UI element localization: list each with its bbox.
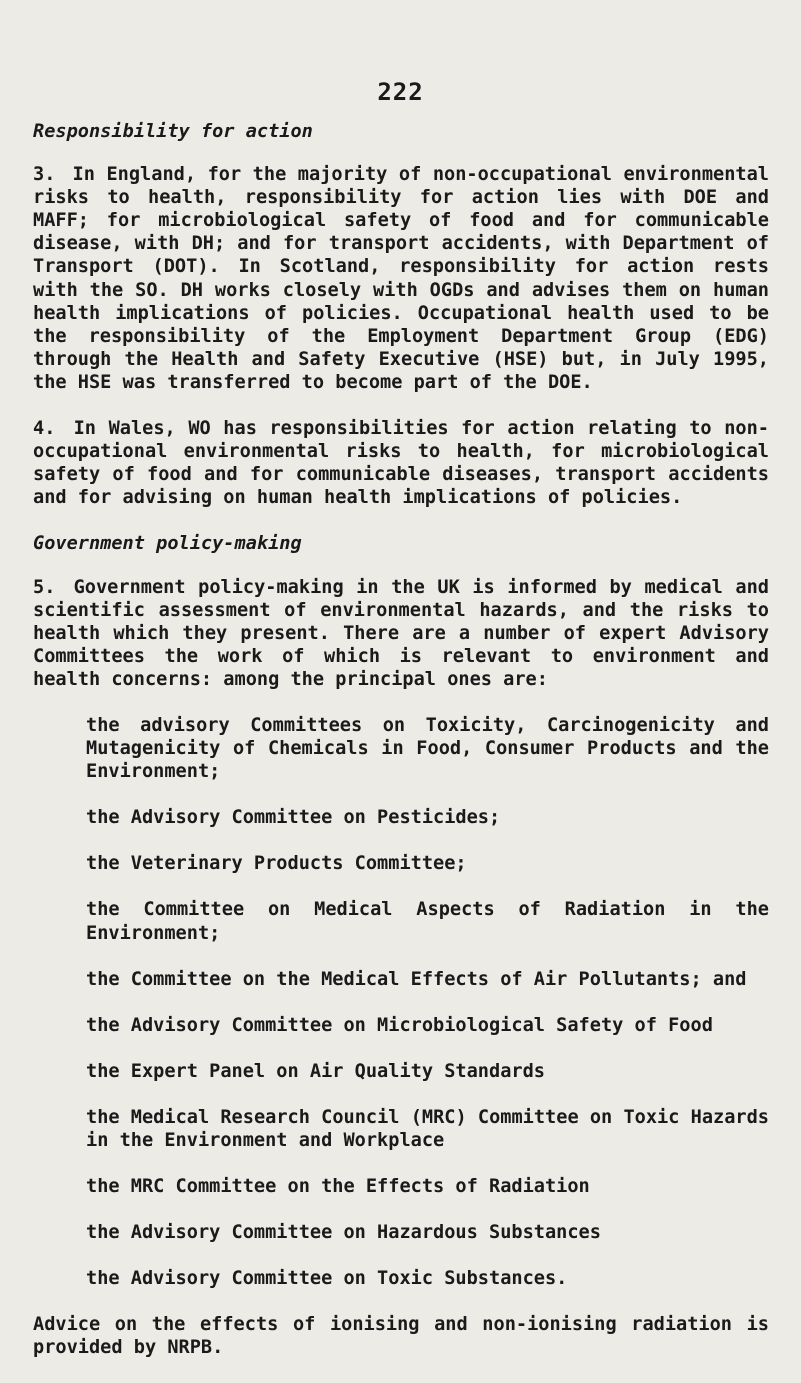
section-heading-responsibility: Responsibility for action bbox=[33, 121, 313, 142]
list-item: the Advisory Committee on Pesticides; bbox=[86, 807, 501, 829]
list-item: the advisory Committees on Toxicity, Carcinogenicity and Mutagenicity of Chemicals in Food, Consumer Products and the Environment; bbox=[86, 714, 769, 783]
list-item: the Committee on Medical Aspects of Radiation in the Environment; bbox=[86, 899, 769, 944]
page-content bbox=[33, 120, 769, 1383]
list-item: the Expert Panel on Air Quality Standards bbox=[86, 1060, 545, 1082]
list-item: the Committee on the Medical Effects of Air Pollutants; and bbox=[86, 968, 747, 990]
paragraph-number: 3. bbox=[33, 164, 56, 186]
paragraph-4 bbox=[33, 417, 769, 509]
paragraph-number: 4. bbox=[33, 418, 56, 440]
paragraph-number: 5. bbox=[33, 576, 56, 598]
section-heading-government: Government policy-making bbox=[33, 533, 302, 555]
paragraph-text: In Wales, WO has responsibilities for action relating to non-occupational environmental risks to health, for microbiological safety of food and for communicable diseases, transport accidents and for advising on human health implications of policies. bbox=[33, 418, 769, 509]
paragraph-5 bbox=[33, 576, 769, 691]
paragraph-3 bbox=[33, 163, 769, 394]
list-item: the Advisory Committee on Hazardous Substances bbox=[86, 1222, 601, 1244]
list-item: the Advisory Committee on Toxic Substances. bbox=[86, 1268, 568, 1290]
committee-list bbox=[86, 714, 769, 1290]
list-item: the Veterinary Products Committee; bbox=[86, 853, 467, 875]
list-item: the Advisory Committee on Microbiological Safety of Food bbox=[86, 1014, 713, 1036]
page-number: 222 bbox=[377, 78, 424, 106]
paragraph-text: In England, for the majority of non-occupational environmental risks to health, responsibility for action lies with DOE and MAFF; for microbiological safety of food and for communicable disease, with DH; and for transport accidents, with Department of Transport (DOT). In Scotland, responsibility for action rests with the SO. DH works closely with OGDs and advises them on human health implications of policies. Occupational health used to be the responsibility of the Employment Department Group (EDG) through the Health and Safety Executive (HSE) but, in July 1995, the HSE was transferred to become part of the DOE. bbox=[33, 164, 769, 393]
closing-paragraph: Advice on the effects of ionising and non-ionising radiation is provided by NRPB. bbox=[33, 1314, 769, 1359]
paragraph-text: Government policy-making in the UK is informed by medical and scientific assessment of environmental hazards, and the risks to health which they present. There are a number of expert Advisory Committees the work of which is relevant to environment and health concerns: among the principal ones are: bbox=[33, 576, 769, 690]
list-item: the Medical Research Council (MRC) Committee on Toxic Hazards in the Environment and Workplace bbox=[86, 1106, 769, 1151]
list-item: the MRC Committee on the Effects of Radiation bbox=[86, 1176, 590, 1198]
